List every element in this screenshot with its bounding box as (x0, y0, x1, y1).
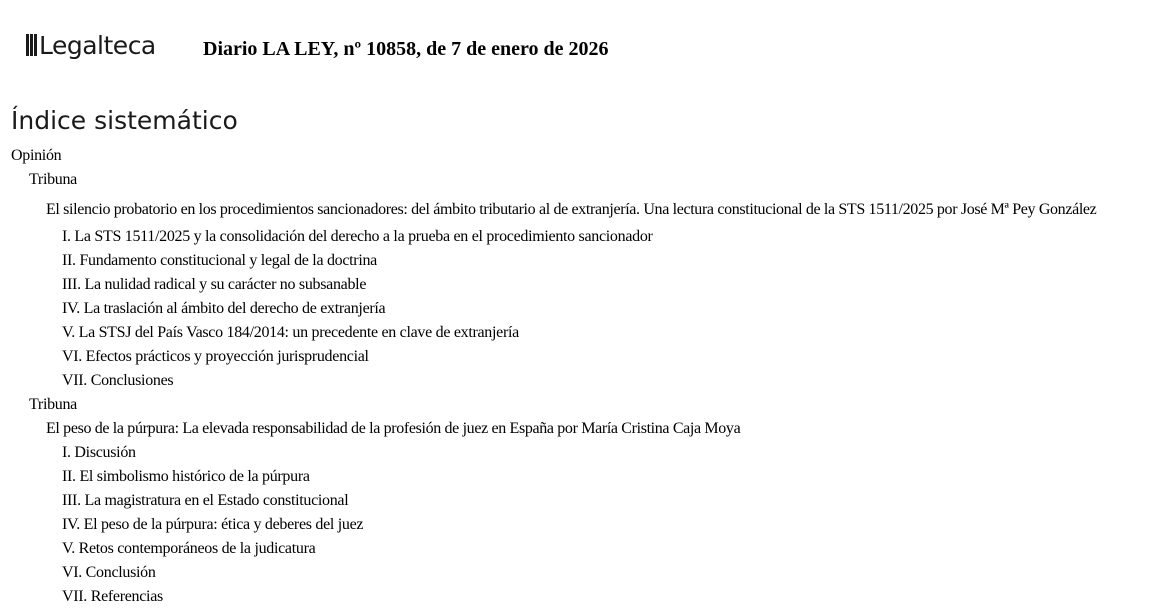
toc-section-opinion[interactable]: Opinión (11, 147, 62, 164)
toc-item[interactable]: II. Fundamento constitucional y legal de la doctrina (62, 252, 377, 269)
toc-group-label[interactable]: Tribuna (29, 396, 77, 413)
toc-item[interactable]: I. Discusión (62, 444, 136, 461)
logo-bars-icon (26, 34, 38, 56)
header (26, 28, 1126, 68)
toc-item[interactable]: IV. El peso de la púrpura: ética y deberes del juez (62, 516, 364, 533)
toc-item[interactable]: III. La magistratura en el Estado constitucional (62, 492, 349, 509)
toc-item[interactable]: VI. Conclusión (62, 564, 156, 581)
toc-item[interactable]: VII. Conclusiones (62, 372, 174, 389)
toc-item[interactable]: VII. Referencias (62, 588, 163, 605)
legalteca-logo[interactable] (26, 31, 156, 61)
table-of-contents (0, 144, 1150, 608)
toc-group-label[interactable]: Tribuna (29, 171, 77, 188)
toc-article-title[interactable]: El silencio probatorio en los procedimientos sancionadores: del ámbito tributario al de extranjería. Una lectura constitucional de la STS 1511/2025 por José Mª Pey González (46, 201, 1097, 218)
toc-item[interactable]: I. La STS 1511/2025 y la consolidación del derecho a la prueba en el procedimiento sancionador (62, 228, 653, 245)
index-heading: Índice sistemático (11, 106, 238, 135)
toc-item[interactable]: V. La STSJ del País Vasco 184/2014: un precedente en clave de extranjería (62, 324, 519, 341)
logo-text: Legalteca (39, 31, 156, 60)
toc-item[interactable]: III. La nulidad radical y su carácter no subsanable (62, 276, 367, 293)
toc-item[interactable]: V. Retos contemporáneos de la judicatura (62, 540, 316, 557)
document-title: Diario LA LEY, nº 10858, de 7 de enero de 2026 (203, 38, 609, 60)
toc-item[interactable]: IV. La traslación al ámbito del derecho de extranjería (62, 300, 386, 317)
toc-item[interactable]: VI. Efectos prácticos y proyección jurisprudencial (62, 348, 369, 365)
toc-item[interactable]: II. El simbolismo histórico de la púrpura (62, 468, 310, 485)
toc-article-title[interactable]: El peso de la púrpura: La elevada responsabilidad de la profesión de juez en España por María Cristina Caja Moya (46, 420, 741, 437)
